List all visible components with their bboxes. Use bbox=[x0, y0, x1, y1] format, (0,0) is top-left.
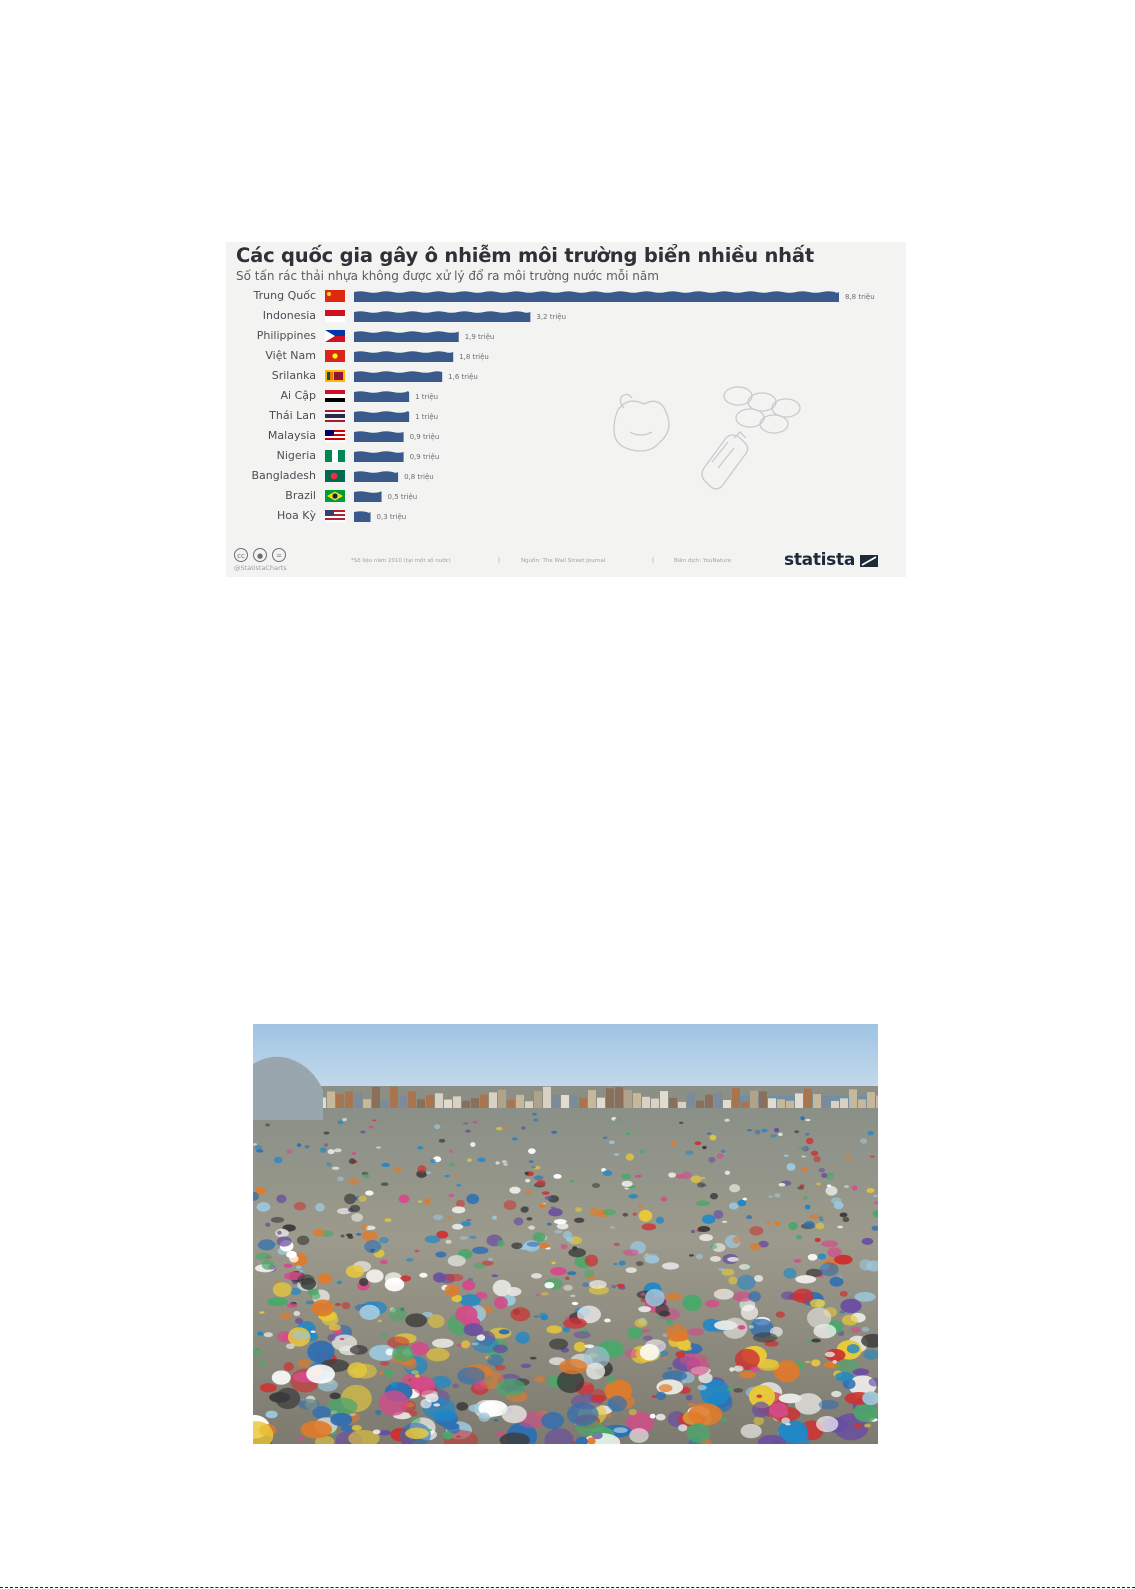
bar bbox=[354, 411, 409, 422]
bar bbox=[354, 391, 409, 402]
flag-china-icon bbox=[325, 290, 345, 302]
infographic-card bbox=[226, 242, 906, 577]
category-label: Bangladesh bbox=[251, 469, 316, 482]
source-note: Nguồn: The Wall Street Journal bbox=[521, 558, 606, 564]
bar bbox=[354, 291, 839, 302]
cc-icon: cc bbox=[234, 548, 248, 562]
infographic-title: Các quốc gia gây ô nhiễm môi trường biển nhiều nhất bbox=[236, 244, 814, 267]
value-label: 3,2 triệu bbox=[536, 313, 567, 321]
footer-separator: | bbox=[498, 557, 501, 564]
bars-group bbox=[252, 289, 875, 522]
category-label: Việt Nam bbox=[265, 349, 316, 362]
nd-icon: = bbox=[272, 548, 286, 562]
flag-malaysia-icon bbox=[325, 430, 345, 442]
translation-note: Biên dịch: YouNature bbox=[674, 558, 732, 564]
bar bbox=[354, 351, 453, 362]
footer-separator: | bbox=[652, 557, 655, 564]
plastic-waste-photo bbox=[253, 1024, 878, 1444]
bar-chart-svg bbox=[226, 242, 906, 577]
flag-brazil-icon bbox=[325, 490, 345, 502]
value-label: 0,8 triệu bbox=[404, 473, 434, 481]
bar bbox=[354, 371, 442, 382]
category-label: Hoa Kỳ bbox=[277, 509, 316, 522]
bar bbox=[354, 431, 404, 442]
flag-egypt-icon bbox=[325, 390, 345, 402]
flag-vietnam-icon bbox=[325, 350, 345, 362]
value-label: 1,8 triệu bbox=[459, 353, 489, 361]
bar bbox=[354, 511, 371, 522]
footnote: *Số liệu năm 2010 (tại một số nước) bbox=[351, 558, 451, 564]
statista-logo-icon bbox=[860, 555, 878, 567]
category-label: Indonesia bbox=[262, 309, 316, 322]
statista-handle: @StatistaCharts bbox=[234, 564, 287, 572]
category-label: Brazil bbox=[285, 489, 316, 502]
value-label: 0,3 triệu bbox=[376, 513, 407, 521]
value-label: 1,6 triệu bbox=[448, 373, 478, 381]
value-label: 1 triệu bbox=[415, 393, 439, 401]
flag-nigeria-icon bbox=[325, 450, 345, 462]
statista-logo: statista bbox=[784, 550, 855, 570]
flag-bangladesh-icon bbox=[325, 470, 345, 482]
category-label: Thái Lan bbox=[269, 409, 316, 422]
bar bbox=[354, 451, 404, 462]
bar bbox=[354, 471, 398, 482]
bar bbox=[354, 311, 530, 322]
value-label: 0,9 triệu bbox=[409, 453, 440, 461]
flag-srilanka-icon bbox=[325, 370, 345, 382]
value-label: 8,8 triệu bbox=[845, 293, 875, 301]
infographic-subtitle: Số tấn rác thải nhựa không được xử lý đổ ra môi trường nước mỗi năm bbox=[236, 269, 659, 283]
infographic-footer bbox=[226, 544, 906, 577]
flag-usa-icon bbox=[325, 510, 345, 522]
category-label: Malaysia bbox=[267, 429, 316, 442]
value-label: 1,9 triệu bbox=[464, 333, 495, 341]
value-label: 0,9 triệu bbox=[409, 433, 440, 441]
bar bbox=[354, 331, 459, 342]
flag-indonesia-icon bbox=[325, 310, 345, 322]
category-label: Ai Cập bbox=[280, 389, 316, 402]
plastic-waste-photo-illustration bbox=[253, 1024, 878, 1444]
category-label: Philippines bbox=[256, 329, 316, 342]
category-label: Nigeria bbox=[276, 449, 316, 462]
page-bottom-border bbox=[0, 1585, 1135, 1588]
category-label: Trung Quốc bbox=[253, 289, 316, 302]
value-label: 1 triệu bbox=[415, 413, 439, 421]
bar bbox=[354, 491, 382, 502]
flag-philippines-icon bbox=[325, 330, 345, 342]
bar-chart bbox=[226, 242, 906, 577]
category-label: Srilanka bbox=[271, 369, 316, 382]
plastic-waste-illustration bbox=[614, 387, 800, 489]
flag-thailand-icon bbox=[325, 410, 345, 422]
by-icon: ● bbox=[253, 548, 267, 562]
value-label: 0,5 triệu bbox=[387, 493, 418, 501]
